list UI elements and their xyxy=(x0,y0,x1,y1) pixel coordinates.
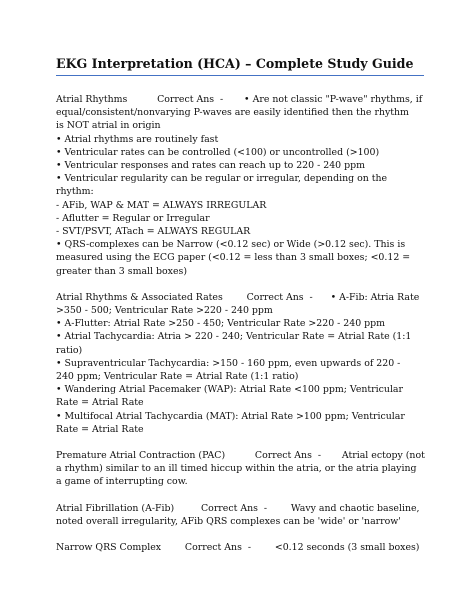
spacer xyxy=(56,278,424,291)
dash-line: - AFib, WAP & MAT = ALWAYS IRREGULAR xyxy=(56,199,267,211)
bullet-line: • Atrial Tachycardia: Atria > 220 - 240; Ventricular Rate = Atrial Rate (1:1 xyxy=(56,331,412,343)
bullet-line: • Ventricular regularity can be regular or irregular, depending on the xyxy=(56,173,388,185)
section-pac xyxy=(56,449,424,489)
body-line: a game of interrupting cow. xyxy=(56,476,188,488)
body-line: equal/consistent/nonvarying P-waves are easily identified then the rhythm xyxy=(56,107,409,119)
section-heading-line: Narrow QRS Complex Correct Ans - <0.12 seconds (3 small boxes) xyxy=(56,542,420,554)
bullet-line: • Atrial rhythms are routinely fast xyxy=(56,133,219,145)
document-title: EKG Interpretation (HCA) – Complete Study Guide xyxy=(56,56,414,71)
spacer xyxy=(56,489,424,502)
section-narrow-qrs xyxy=(56,541,424,554)
spacer xyxy=(56,436,424,449)
dash-line: - Aflutter = Regular or Irregular xyxy=(56,212,210,224)
document-body xyxy=(56,93,424,554)
bullet-line: • A-Flutter: Atrial Rate >250 - 450; Ventricular Rate >220 - 240 ppm xyxy=(56,318,386,330)
dash-line: - SVT/PSVT, ATach = ALWAYS REGULAR xyxy=(56,226,251,238)
body-line: greater than 3 small boxes) xyxy=(56,265,187,277)
spacer xyxy=(56,76,424,93)
spacer xyxy=(56,528,424,541)
section-heading-line: Atrial Rhythms Correct Ans - • Are not classic "P-wave" rhythms, if xyxy=(56,94,423,105)
body-line: Rate = Atrial Rate xyxy=(56,423,144,435)
section-atrial-rhythms-rates xyxy=(56,291,424,436)
body-line: measured using the ECG paper (<0.12 = less than 3 small boxes; <0.12 = xyxy=(56,252,411,264)
bullet-line: • Supraventricular Tachycardia: >150 - 160 ppm, even upwards of 220 - xyxy=(56,357,401,369)
body-line: Rate = Atrial Rate xyxy=(56,397,144,409)
bullet-line: • Wandering Atrial Pacemaker (WAP): Atrial Rate <100 ppm; Ventricular xyxy=(56,384,404,396)
bullet-line: • Ventricular responses and rates can reach up to 220 - 240 ppm xyxy=(56,160,365,172)
section-afib xyxy=(56,502,424,528)
body-line: is NOT atrial in origin xyxy=(56,120,161,132)
body-line: rhythm: xyxy=(56,186,94,198)
body-line: >350 - 500; Ventricular Rate >220 - 240 ppm xyxy=(56,305,273,317)
section-heading-line: Atrial Rhythms & Associated Rates Correct Ans - • A-Fib: Atria Rate xyxy=(56,291,420,303)
section-atrial-rhythms xyxy=(56,93,424,278)
body-line: 240 ppm; Ventricular Rate = Atrial Rate (1:1 ratio) xyxy=(56,371,299,383)
section-heading-line: Premature Atrial Contraction (PAC) Correct Ans - Atrial ectopy (not xyxy=(56,450,425,462)
bullet-line: • Ventricular rates can be controlled (<100) or uncontrolled (>100) xyxy=(56,146,380,158)
bullet-line: • Multifocal Atrial Tachycardia (MAT): Atrial Rate >100 ppm; Ventricular xyxy=(56,410,405,422)
bullet-line: • QRS-complexes can be Narrow (<0.12 sec) or Wide (>0.12 sec). This is xyxy=(56,239,406,251)
body-line: noted overall irregularity, AFib QRS complexes can be 'wide' or 'narrow' xyxy=(56,515,401,527)
body-line: ratio) xyxy=(56,344,83,356)
document-page xyxy=(56,56,424,554)
section-heading-line: Atrial Fibrillation (A-Fib) Correct Ans - Wavy and chaotic baseline, xyxy=(56,502,420,514)
body-line: a rhythm) similar to an ill timed hiccup within the atria, or the atria playing xyxy=(56,463,417,475)
